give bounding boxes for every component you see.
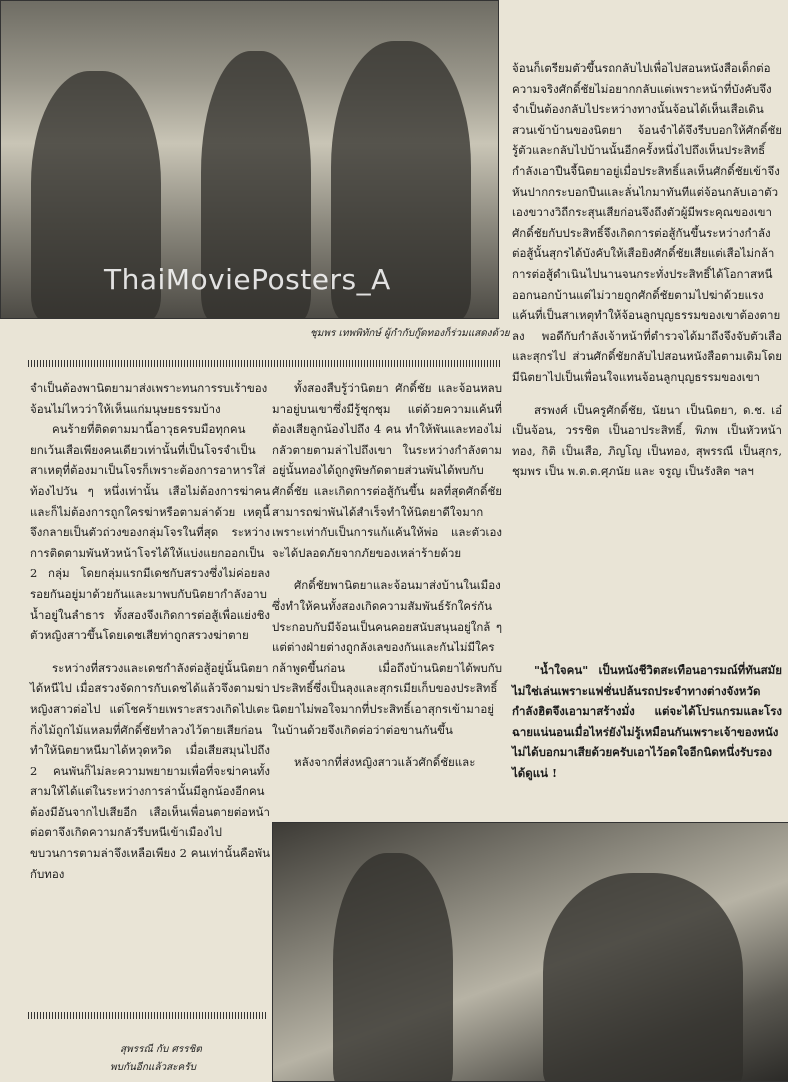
dotted-rule [28,360,502,367]
cast-paragraph: สรพงศ์ เป็นครูศักดิ์ชัย, นัยนา เป็นนิตยา, ด.ช. เอ๋ เป็นจ้อน, วรรชิต เป็นอาประสิทธิ์, พิภพ เป็นหัวหน้าทอง, กิติ เป็นเสือ, ภิญโญ เป็นทอง, สุพรรณี เป็นสุกร, ชุมพร เป็น พ.ต.ต.ศุภนัย และ จรูญ เป็นรังสิต ฯลฯ [512,402,782,479]
article-column-middle [272,378,502,773]
watermark: ThaiMoviePosters_A [104,263,391,296]
actor-figure [543,873,743,1082]
paragraph: จ้อนก็เตรียมตัวขึ้นรถกลับไปเพื่อไปสอนหนังสือเด็กต่อ ความจริงศักดิ์ชัยไม่อยากกลับแต่เพราะหน้าที่บังคับจึงจำเป็นต้องกลับไประหว่างทางนั้นจ้อนได้เห็นเสือเดินสวนเข้าบ้านของนิตยา จ้อนจำได้จึงรีบบอกให้ศักดิ์ชัยรู้ตัวและกลับไปบ้านนั้นอีกครั้งหนึ่งไปถึงเห็นประสิทธิ์กำลังเอาปืนจี้นิตยาอยู่เมื่อประสิทธิ์แลเห็นศักดิ์ชัยเข้าจึงหันปากกระบอกปืนและลั่นไกมาทันทีแต่จ้อนกลับเอาตัวเองขวางวิถีกระสุนเสียก่อนจึงถึงตัวผู้มีพระคุณของเขา ศักดิ์ชัยกับประสิทธิ์จึงเกิดการต่อสู้กันขึ้นระหว่างกำลังต่อสู้นั้นสุกรได้บังคับให้เสือยิงศักดิ์ชัยเสียแต่เสือไม่กล้า การต่อสู้ดำเนินไปนานจนกระทั่งประสิทธิ์ได้โอกาสหนีออกนอกบ้านแต่ไม่วายถูกศักดิ์ชัยตามไปฆ่าด้วยแรงแค้นที่เป็นสาเหตุทำให้จ้อนลูกบุญธรรมของเขาต้องตายลง พอดีกับกำลังเจ้าหน้าที่ตำรวจได้มาถึงจึงจับตัวเสือและสุกรไป ส่วนศักดิ์ชัยกลับไปสอนหนังสือตามเดิมโดยมีนิตยาไปเป็นเพื่อนใจแทนจ้อนลูกบุญธรรมของเขา [512,61,782,384]
bottom-photo-caption-2: พบกันอีกแล้วสะครับ [110,1062,196,1073]
top-photo [0,0,499,319]
paragraph: ระหว่างที่สรวงและเดชกำลังต่อสู้อยู่นั้นนิตยาได้หนีไป เมื่อสรวงจัดการกับเดชได้แล้วจึงตามฆ่าหญิงสาวต่อไป แต่โชคร้ายเพราะสรวงเกิดไปเตะกิ่งไม้ถูกไม้แหลมที่ศักดิ์ชัยทำลวงไว้ตายเสียก่อน ทำให้นิตยาหนีมาได้หวุดหวิด เมื่อเสียสมุนไปถึง 2 คนพันก็ไม่ละความพยายามเพื่อที่จะฆ่าคนทั้งสามให้ได้แต่ในระหว่างการล่านั้นมีลูกน้องอีกคนต้องมีอันจากไปเสียอีก เสือเห็นเพื่อนตายต่อหน้าต่อตาจึงเกิดความกลัวรีบหนีเข้าเมืองไป ขบวนการตามล่าจึงเหลือเพียง 2 คนเท่านั้นคือพันกับทอง [30,660,270,881]
article-column-right-top [512,58,782,482]
closing-paragraph: "น้ำใจคน" เป็นหนังชีวิตสะเทือนอารมณ์ที่ทันสมัยไม่ใช่เล่นเพราะแฟชั่นปล้นรถประจำทางต่างจังหวัดกำลังฮิตจึงเอามาสร้างมั่ง แต่จะได้โปรแกรมและโรงฉายแน่นอนเมื่อไหร่ยังไม่รู้เหมือนกันเพราะเจ้าของหนังไม่ได้บอกมาเสียด้วยครับเอาไว้อดใจอีกนิดหนึ่งรับรองได้ดูแน่ ! [512,663,782,780]
bottom-photo-caption-1: สุพรรณี กับ ศรรชิต [120,1044,202,1055]
article-column-left [30,378,270,884]
top-photo-caption: ชุมพร เทพพิทักษ์ ผู้กำกับกู๊ดทองก็ร่วมแสดงด้วย [310,328,510,339]
paragraph: คนร้ายที่ติดตามมานี้อาวุธครบมือทุกคนยกเว้นเสือเพียงคนเดียวเท่านั้นที่เป็นโจรจำเป็น สาเหตุที่ต้องมาเป็นโจรก็เพราะต้องการอาหารใส่ท้องไปวัน ๆ หนึ่งเท่านั้น เสือไม่ต้องการฆ่าคนและก็ไม่ต้องการถูกใครฆ่าหรือตามล่าด้วย เหตุนี้จึงกลายเป็นตัวถ่วงของกลุ่มโจรในที่สุด ระหว่างการติดตามพันหัวหน้าโจรได้ให้แบ่งแยกออกเป็น 2 กลุ่ม โดยกลุ่มแรกมีเดชกับสรวงซึ่งไม่ค่อยลงรอยกันอยู่มาด้วยกันและมาพบกับนิตยากำลังอาบน้ำอยู่ในลำธาร ทั้งสองจึงเกิดการต่อสู้เพื่อแย่งชิงตัวหญิงสาวขึ้นโดยเดชเสียท่าถูกสรวงฆ่าตาย [30,422,270,643]
paragraph: ทั้งสองสืบรู้ว่านิตยา ศักดิ์ชัย และจ้อนหลบมาอยู่บนเขาซึ่งมีรู้ชุกชุม แต่ด้วยความแค้นที่ต้องเสียลูกน้องไปถึง 4 คน ทำให้พันและทองไม่กลัวตายตามล่าไปถึงเขา ในระหว่างกำลังตามอยู่นั้นทองได้ถูกงูพิษกัดตายส่วนพันได้พบกับศักดิ์ชัย และเกิดการต่อสู้กันขึ้น ผลที่สุดศักดิ์ชัยสามารถฆ่าพันได้สำเร็จทำให้นิตยาดีใจมาก เพราะเท่ากับเป็นการแก้แค้นให้พ่อ และตัวเองจะได้ปลอดภัยจากภัยของเหล่าร้ายด้วย [272,381,502,560]
paragraph: ศักดิ์ชัยพานิตยาและจ้อนมาส่งบ้านในเมือง ซึ่งทำให้คนทั้งสองเกิดความสัมพันธ์รักใคร่กัน ประกอบกับมีจ้อนเป็นคนคอยสนับสนุนอยู่ใกล้ ๆ แต่ต่างฝ่ายต่างถูกลังเลของกันและกันไม่มีใครกล้าพูดขึ้นก่อน เมื่อถึงบ้านนิตยาได้พบกับประสิทธิ์ซึ่งเป็นลุงและสุกรเมียเก็บของประสิทธิ์ นิตยาไม่พอใจมากที่ประสิทธิ์เอาสุกรเข้ามาอยู่ในบ้านด้วยจึงเกิดต่อว่าต่อขานกันขึ้น [272,578,502,737]
dotted-rule [28,1012,268,1019]
article-column-right-bottom [512,660,782,784]
actress-figure [333,853,453,1082]
paragraph: หลังจากที่ส่งหญิงสาวแล้วศักดิ์ชัยและ [294,755,476,770]
paragraph: จำเป็นต้องพานิตยามาส่งเพราะทนการรบเร้าของจ้อนไม่ไหวว่าให้เห็นแก่มนุษยธรรมบ้าง [30,381,268,416]
bottom-photo [272,822,788,1082]
